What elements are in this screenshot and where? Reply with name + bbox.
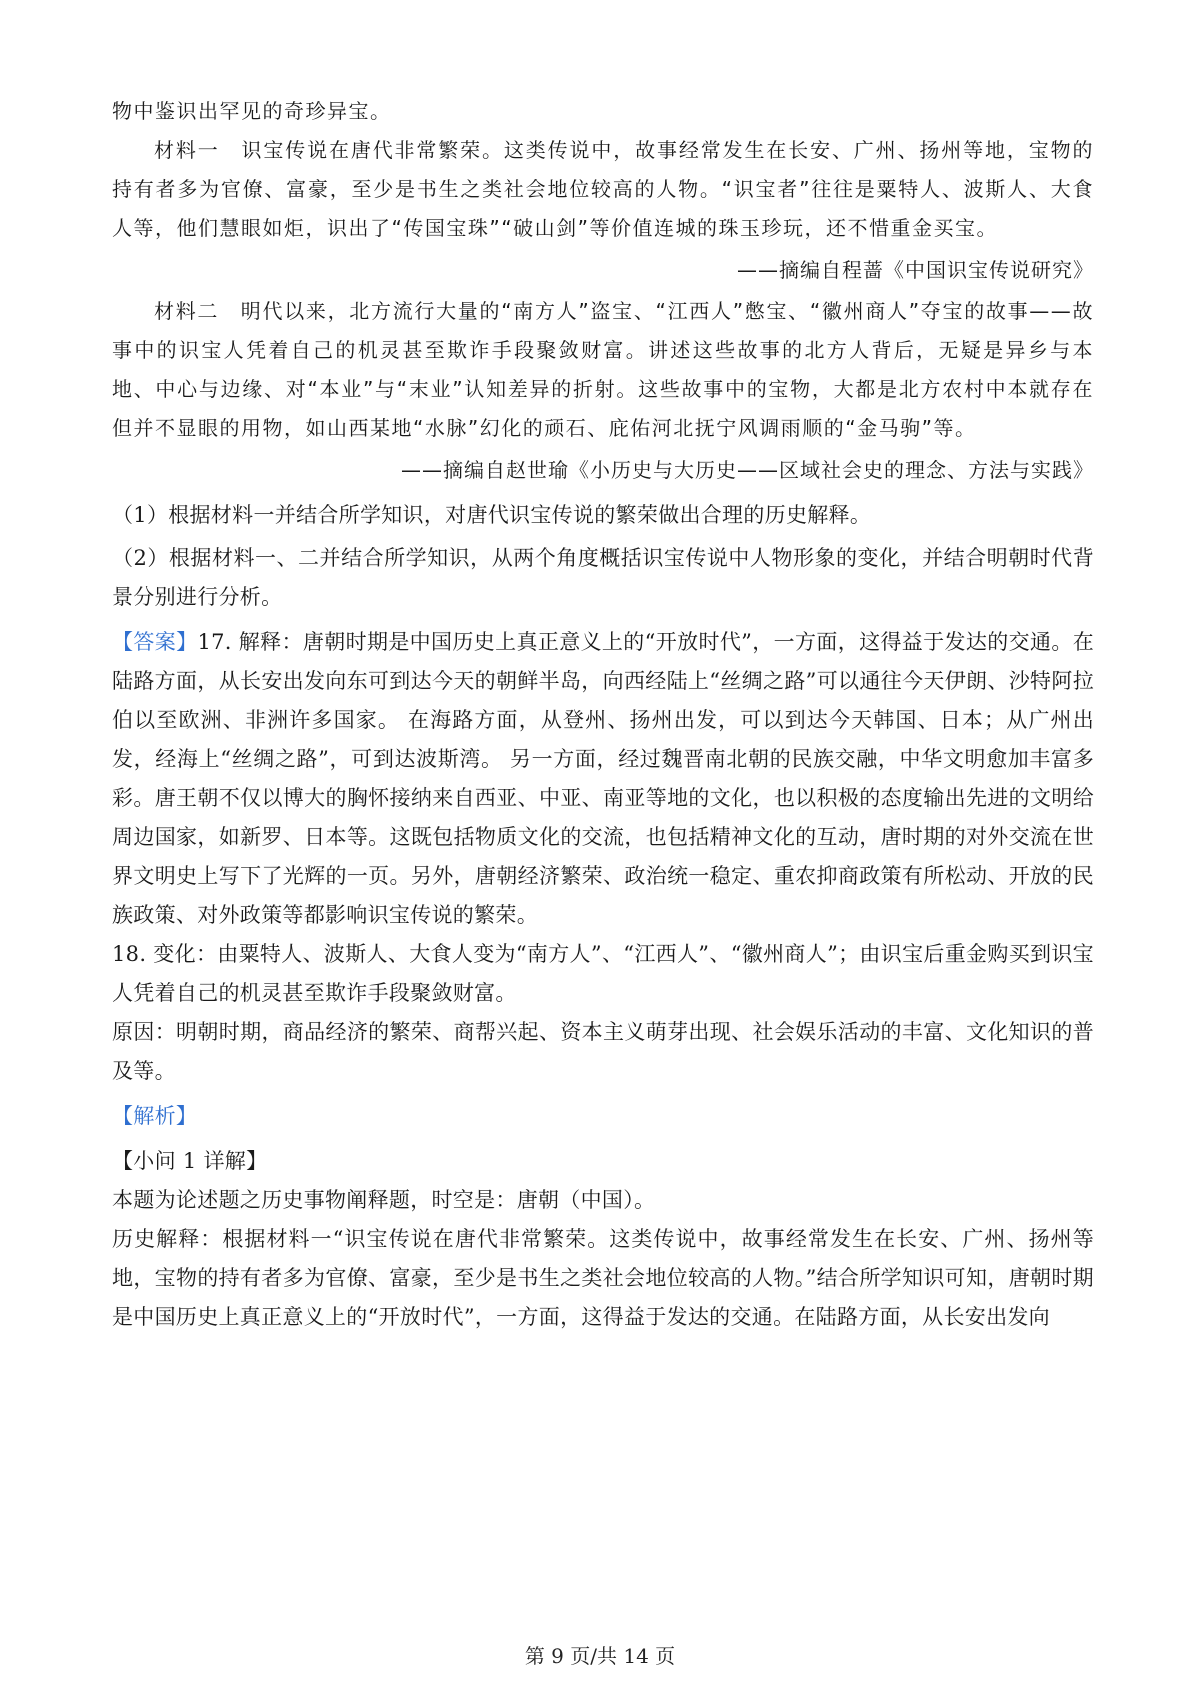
analysis-heading xyxy=(112,1097,1094,1136)
answer-tag: 【答案】 xyxy=(112,630,198,654)
material-one-source: ——摘编自程蔷《中国识宝传说研究》 xyxy=(737,258,1094,282)
question-1: （1）根据材料一并结合所学知识，对唐代识宝传说的繁荣做出合理的历史解释。 xyxy=(112,503,872,527)
sub-question-1-heading: 【小问 1 详解】 xyxy=(112,1149,268,1173)
intro-tail: 物中鉴识出罕见的奇珍异宝。 xyxy=(112,99,392,123)
analysis-paragraph-2: 历史解释：根据材料一“识宝传说在唐代非常繁荣。这类传说中，故事经常发生在长安、广州、扬州等地，宝物的持有者多为官僚、富豪，至少是书生之类社会地位较高的人物。”结合所学知识可知，唐朝时期是中国历史上真正意义上的“开放时代”，一方面，这得益于发达的交通。在陆路方面，从长安出发向 xyxy=(112,1227,1094,1329)
page-content xyxy=(112,92,1094,1337)
answer-paragraph-18: 18. 变化：由粟特人、波斯人、大食人变为“南方人”、“江西人”、“徽州商人”；由识宝后重金购买到识宝人凭着自己的机灵甚至欺诈手段聚敛财富。 xyxy=(112,942,1094,1005)
analysis-paragraph-1: 本题为论述题之历史事物阐释题，时空是：唐朝（中国）。 xyxy=(112,1188,656,1212)
material-one: 材料一 识宝传说在唐代非常繁荣。这类传说中，故事经常发生在长安、广州、扬州等地，宝物的持有者多为官僚、富豪，至少是书生之类社会地位较高的人物。“识宝者”往往是粟特人、波斯人、大食人等，他们慧眼如炬，识出了“传国宝珠”“破山剑”等价值连城的珠玉珍玩，还不惜重金买宝。 xyxy=(112,138,1094,240)
analysis-tag: 【解析】 xyxy=(112,1104,198,1128)
material-two-source: ——摘编自赵世瑜《小历史与大历史——区域社会史的理念、方法与实践》 xyxy=(401,458,1094,482)
answer-paragraph-1 xyxy=(112,623,1094,935)
answer-paragraph-reason: 原因：明朝时期，商品经济的繁荣、商帮兴起、资本主义萌芽出现、社会娱乐活动的丰富、文化知识的普及等。 xyxy=(112,1020,1094,1083)
question-2: （2）根据材料一、二并结合所学知识，从两个角度概括识宝传说中人物形象的变化，并结合明朝时代背景分别进行分析。 xyxy=(112,546,1094,609)
page-footer: 第 9 页/共 14 页 xyxy=(524,1644,676,1668)
answer-text-17: 17. 解释：唐朝时期是中国历史上真正意义上的“开放时代”，一方面，这得益于发达的交通。在陆路方面，从长安出发向东可到达今天的朝鲜半岛，向西经陆上“丝绸之路”可以通往今天伊朗、沙特阿拉伯以至欧洲、非洲许多国家。 在海路方面，从登州、扬州出发，可以到达今天韩国、日本；从广州出发，经海上“丝绸之路”，可到达波斯湾。 另一方面，经过魏晋南北朝的民族交融，中华文明愈加丰富多彩。唐王朝不仅以博大的胸怀接纳来自西亚、中亚、南亚等地的文化，也以积极的态度输出先进的文明给周边国家，如新罗、日本等。这既包括物质文化的交流，也包括精神文化的互动，唐时期的对外交流在世界文明史上写下了光辉的一页。另外，唐朝经济繁荣、政治统一稳定、重农抑商政策有所松动、开放的民族政策、对外政策等都影响识宝传说的繁荣。 xyxy=(112,630,1094,927)
material-two: 材料二 明代以来，北方流行大量的“南方人”盗宝、“江西人”憋宝、“徽州商人”夺宝的故事——故事中的识宝人凭着自己的机灵甚至欺诈手段聚敛财富。讲述这些故事的北方人背后，无疑是异乡与本地、中心与边缘、对“本业”与“末业”认知差异的折射。这些故事中的宝物，大都是北方农村中本就存在但并不显眼的用物，如山西某地“水脉”幻化的顽石、庇佑河北抚宁风调雨顺的“金马驹”等。 xyxy=(112,299,1094,440)
